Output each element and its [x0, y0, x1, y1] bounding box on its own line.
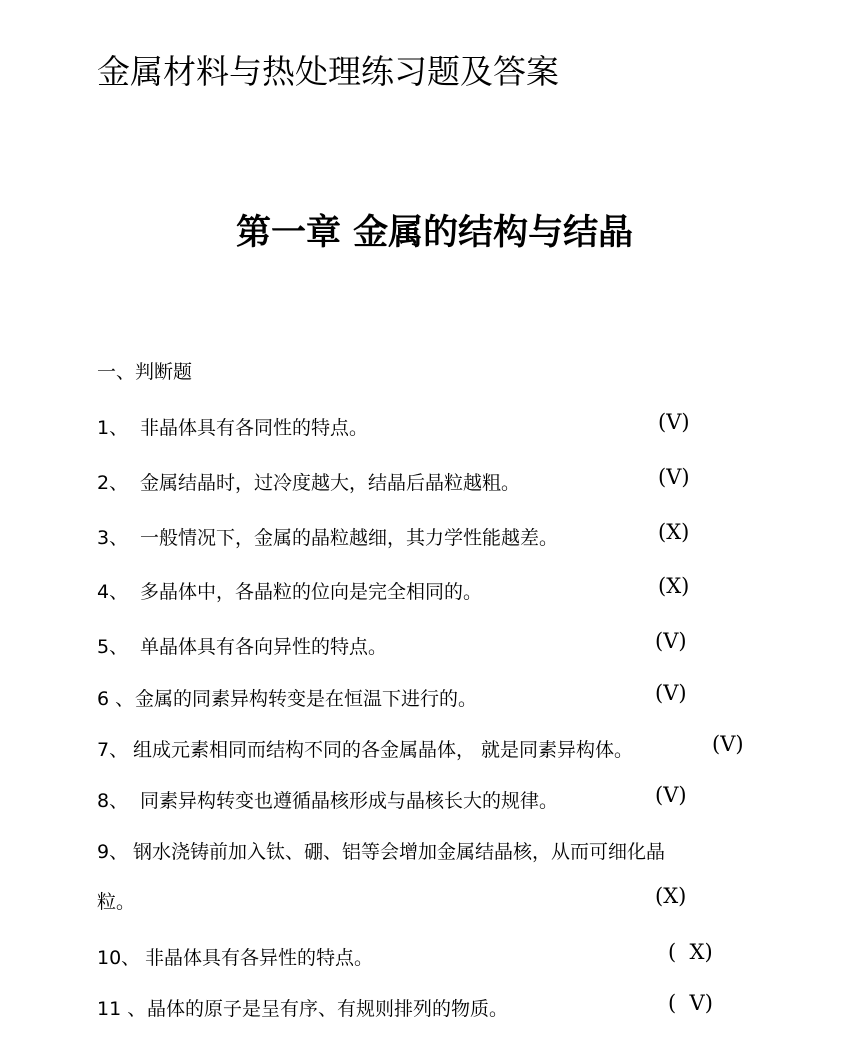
question-text: 同素异构转变也遵循晶核形成与晶核长大的规律。 — [140, 790, 559, 812]
question-number: 8、 — [97, 790, 129, 812]
question-item — [0, 732, 856, 765]
question-text: 多晶体中，各晶粒的位向是完全相同的。 — [140, 581, 483, 603]
question-answer: (V) — [712, 732, 744, 756]
question-text-continuation: 粒。 — [97, 891, 136, 913]
question-text: 钢水浇铸前加入钛、硼、铝等会增加金属结晶核，从而可细化晶 — [133, 841, 666, 863]
question-number: 1、 — [97, 417, 129, 439]
question-answer: (V) — [658, 465, 690, 489]
question-text: 晶体的原子是呈有序、有规则排列的物质。 — [147, 998, 509, 1020]
chapter-title: 第一章 金属的结构与结晶 — [236, 213, 634, 253]
question-answer: (X) — [658, 574, 690, 598]
question-item — [0, 465, 856, 498]
question-text: 组成元素相同而结构不同的各金属晶体， 就是同素异构体。 — [133, 739, 634, 761]
question-answer: (V) — [655, 681, 687, 705]
question-number: 6 、 — [97, 688, 135, 710]
question-answer: (V) — [655, 629, 687, 653]
question-item — [0, 574, 856, 607]
question-item — [0, 520, 856, 553]
question-number: 11 、 — [97, 998, 147, 1020]
question-number: 7、 — [97, 739, 129, 761]
question-answer: (X) — [655, 884, 687, 908]
question-item — [0, 410, 856, 443]
question-number: 10、 — [97, 947, 141, 969]
question-item — [0, 837, 856, 867]
question-text: 金属结晶时，过冷度越大，结晶后晶粒越粗。 — [140, 472, 521, 494]
section-heading: 一、判断题 — [97, 361, 193, 383]
question-answer: ( V) — [668, 991, 713, 1015]
question-text: 非晶体具有各同性的特点。 — [140, 417, 369, 439]
question-answer: (V) — [655, 783, 687, 807]
question-text: 非晶体具有各异性的特点。 — [145, 947, 374, 969]
question-number: 5、 — [97, 636, 129, 658]
question-number: 9、 — [97, 841, 129, 863]
question-number: 2、 — [97, 472, 129, 494]
question-text: 单晶体具有各向异性的特点。 — [140, 636, 388, 658]
question-continuation — [0, 884, 856, 917]
question-answer: (X) — [658, 520, 690, 544]
question-number: 4、 — [97, 581, 129, 603]
question-item — [0, 629, 856, 662]
document-title: 金属材料与热处理练习题及答案 — [97, 52, 559, 91]
question-item — [0, 681, 856, 714]
question-number: 3、 — [97, 527, 129, 549]
question-item — [0, 940, 856, 973]
question-item — [0, 783, 856, 816]
question-answer: ( X) — [668, 940, 713, 964]
question-answer: (V) — [658, 410, 690, 434]
question-text: 一般情况下，金属的晶粒越细，其力学性能越差。 — [140, 527, 559, 549]
question-text: 金属的同素异构转变是在恒温下进行的。 — [135, 688, 478, 710]
question-item — [0, 991, 856, 1024]
